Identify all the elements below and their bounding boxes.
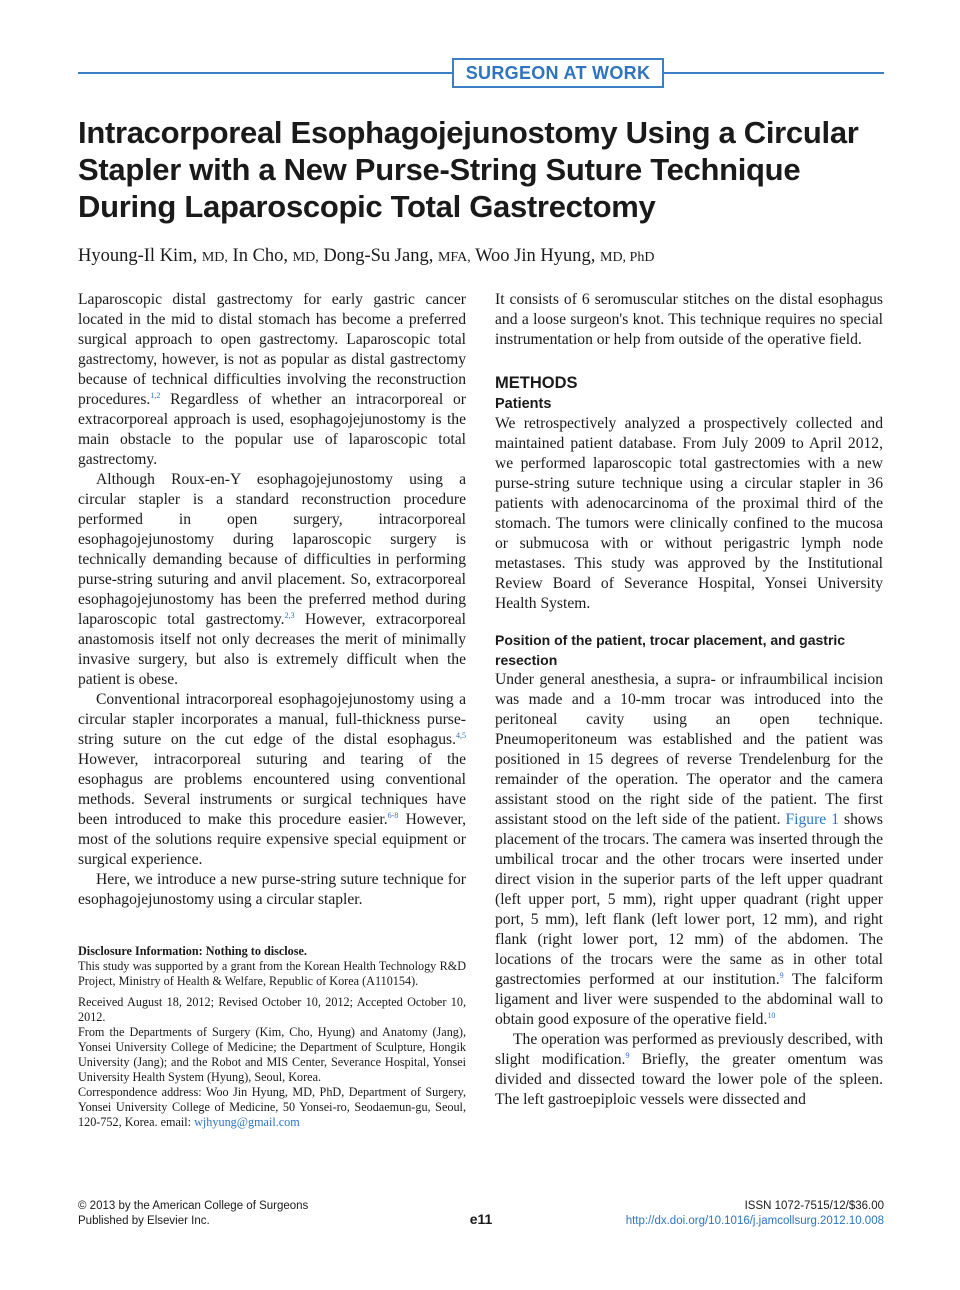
disclosure-note xyxy=(78,944,466,959)
dates-note: Received August 18, 2012; Revised October 10, 2012; Accepted October 10, 2012. xyxy=(78,995,466,1024)
author-degree: MD, xyxy=(292,250,319,265)
text-run: Laparoscopic distal gastrectomy for early gastric cancer located in the mid to distal stomach has become a preferred surgical approach to open gastrectomy. Laparoscopic total gastrectomy, however, is not as popular as distal gastrectomy because of technical difficulties involving the reconstruction procedures. xyxy=(78,291,466,408)
text-run: Although Roux-en-Y esophagojejunostomy using a circular stapler is a standard reconstruction procedure performed in open surgery, intracorporeal esophagojejunostomy during laparoscopic surgery is technically demanding because of difficulties in performing purse-string suturing and anvil placement. So, extracorporeal esophagojejunostomy has been the preferred method during laparoscopic total gastrectomy. xyxy=(78,471,466,628)
paragraph xyxy=(78,690,466,870)
article-title xyxy=(78,114,888,225)
methods-heading: METHODS xyxy=(495,374,578,392)
author-name: Dong-Su Jang, xyxy=(323,246,434,266)
footnotes xyxy=(78,944,466,1130)
text-run: However, intracorporeal suturing and tearing of the esophagus are problems encountered using conventional methods. Several instruments or surgical techniques have been introduced to make this procedure easier. xyxy=(78,751,466,828)
citation-ref[interactable]: 9 xyxy=(779,970,784,980)
title-line: During Laparoscopic Total Gastrectomy xyxy=(78,189,656,224)
footer-right xyxy=(626,1199,884,1229)
citation-ref[interactable]: 6-8 xyxy=(387,810,399,820)
author-name: In Cho, xyxy=(232,246,289,266)
section-label: SURGEON AT WORK xyxy=(452,58,664,88)
doi-link[interactable]: http://dx.doi.org/10.1016/j.jamcollsurg.2012.10.008 xyxy=(625,1215,884,1227)
patients-heading: Patients xyxy=(495,396,552,412)
text-run: However, extracorporeal anastomosis itself not only decreases the merit of minimally invasive surgery, but also is extremely difficult when the patient is obese. xyxy=(78,611,467,688)
author-degree: MFA, xyxy=(437,250,471,265)
text-run: The operation was performed as previously described, with slight modification. xyxy=(495,1031,883,1068)
figure-link[interactable]: Figure 1 xyxy=(785,811,840,828)
affiliation-note: From the Departments of Surgery (Kim, Cho, Hyung) and Anatomy (Jang), Yonsei University College of Medicine; the Department of Sculpture, Hongik University (Jang); and the Robot and MIS Center, Severance Hospital, Yonsei University Health System (Hyung), Seoul, Korea. xyxy=(78,1025,466,1084)
page-footer xyxy=(78,1199,884,1239)
text-run: shows placement of the trocars. The camera was inserted through the umbilical trocar and the other trocars were inserted under direct vision in the superior parts of the left upper quadrant (left upper port, 5 mm), right upper quadrant (right upper port, 5 mm), left flank (left lower port, 12 mm), and right flank (right lower port, 12 mm) of the abdomen. The locations of the trocars were the same as in other total gastrectomies performed at our institution. xyxy=(495,811,884,988)
paragraph xyxy=(495,670,883,1030)
text-run: Conventional intracorporeal esophagojejunostomy using a circular stapler incorporates a manual, full-thickness purse-string suture on the cut edge of the distal esophagus. xyxy=(78,691,466,748)
left-column xyxy=(78,290,466,910)
paragraph xyxy=(495,1030,883,1110)
position-heading: Position of the patient, trocar placement, and gastric resection xyxy=(495,632,846,668)
author-degree: MD, PhD xyxy=(600,250,655,265)
text-run: Correspondence address: Woo Jin Hyung, MD, PhD, Department of Surgery, Yonsei University College of Medicine, 50 Yonsei-ro, Seodaemun-gu, Seoul, 120-752, Korea. email: xyxy=(78,1085,466,1129)
text-run: The falciform ligament and liver were suspended to the abdominal wall to obtain good exposure of the operative field. xyxy=(495,971,883,1028)
copyright: © 2013 by the American College of Surgeons xyxy=(78,1200,309,1212)
author-name: Woo Jin Hyung, xyxy=(475,246,596,266)
email-link[interactable]: wjhyung@gmail.com xyxy=(194,1115,300,1129)
section-banner xyxy=(78,58,884,88)
text-run: Briefly, the greater omentum was divided and dissected toward the lower pole of the spleen. The left gastroepiploic vessels were dissected and xyxy=(495,1051,884,1108)
paragraph xyxy=(78,470,466,690)
citation-ref[interactable]: 10 xyxy=(767,1010,776,1020)
correspondence-note xyxy=(78,1085,466,1130)
funding-note: This study was supported by a grant from the Korean Health Technology R&D Project, Ministry of Health & Welfare, Republic of Korea (A110154). xyxy=(78,959,466,988)
citation-ref[interactable]: 2,3 xyxy=(284,610,295,620)
issn: ISSN 1072-7515/12/$36.00 xyxy=(744,1200,884,1212)
text-run: However, most of the solutions require expensive special equipment or surgical experience. xyxy=(78,811,467,868)
text-run: Under general anesthesia, a supra- or infraumbilical incision was made and a 10-mm trocar was introduced into the peritoneal cavity using an open technique. Pneumoperitoneum was established and the patient was positioned in 15 degrees of reverse Trendelenburg for the remainder of the operation. The operator and the camera assistant stood on the right side of the patient. The first assistant stood on the left side of the patient. xyxy=(495,671,883,828)
title-line: Intracorporeal Esophagojejunostomy Using a Circular xyxy=(78,115,859,150)
text-run: Regardless of whether an intracorporeal or extracorporeal approach is used, esophagojejunostomy is the main obstacle to the popular use of laparoscopic total gastrectomy. xyxy=(78,391,466,468)
citation-ref[interactable]: 9 xyxy=(625,1050,630,1060)
right-column xyxy=(495,290,883,1110)
title-line: Stapler with a New Purse-String Suture Technique xyxy=(78,152,801,187)
citation-ref[interactable]: 1,2 xyxy=(150,390,161,400)
author-name: Hyoung-Il Kim, xyxy=(78,246,198,266)
author-degree: MD, xyxy=(201,250,228,265)
disclosure-text: Disclosure Information: Nothing to disclose. xyxy=(78,944,307,958)
paragraph xyxy=(78,290,466,470)
page-number: e11 xyxy=(469,1211,493,1227)
paragraph: Here, we introduce a new purse-string suture technique for esophagojejunostomy using a circular stapler. xyxy=(78,871,466,908)
publisher: Published by Elsevier Inc. xyxy=(78,1215,210,1227)
citation-ref[interactable]: 4,5 xyxy=(456,730,466,740)
author-list xyxy=(78,246,888,267)
paragraph: We retrospectively analyzed a prospectively collected and maintained patient database. From July 2009 to April 2012, we performed laparoscopic total gastrectomies with a new purse-string suture technique using a circular stapler in 36 patients with adenocarcinoma of the proximal third of the stomach. The tumors were clinically confined to the mucosa or submucosa with or without perigastric lymph node metastases. This study was approved by the Institutional Review Board of Severance Hospital, Yonsei University Health System. xyxy=(495,415,883,612)
paragraph: It consists of 6 seromuscular stitches on the distal esophagus and a loose surgeon's knot. This technique requires no special instrumentation or help from outside of the operative field. xyxy=(495,291,883,348)
